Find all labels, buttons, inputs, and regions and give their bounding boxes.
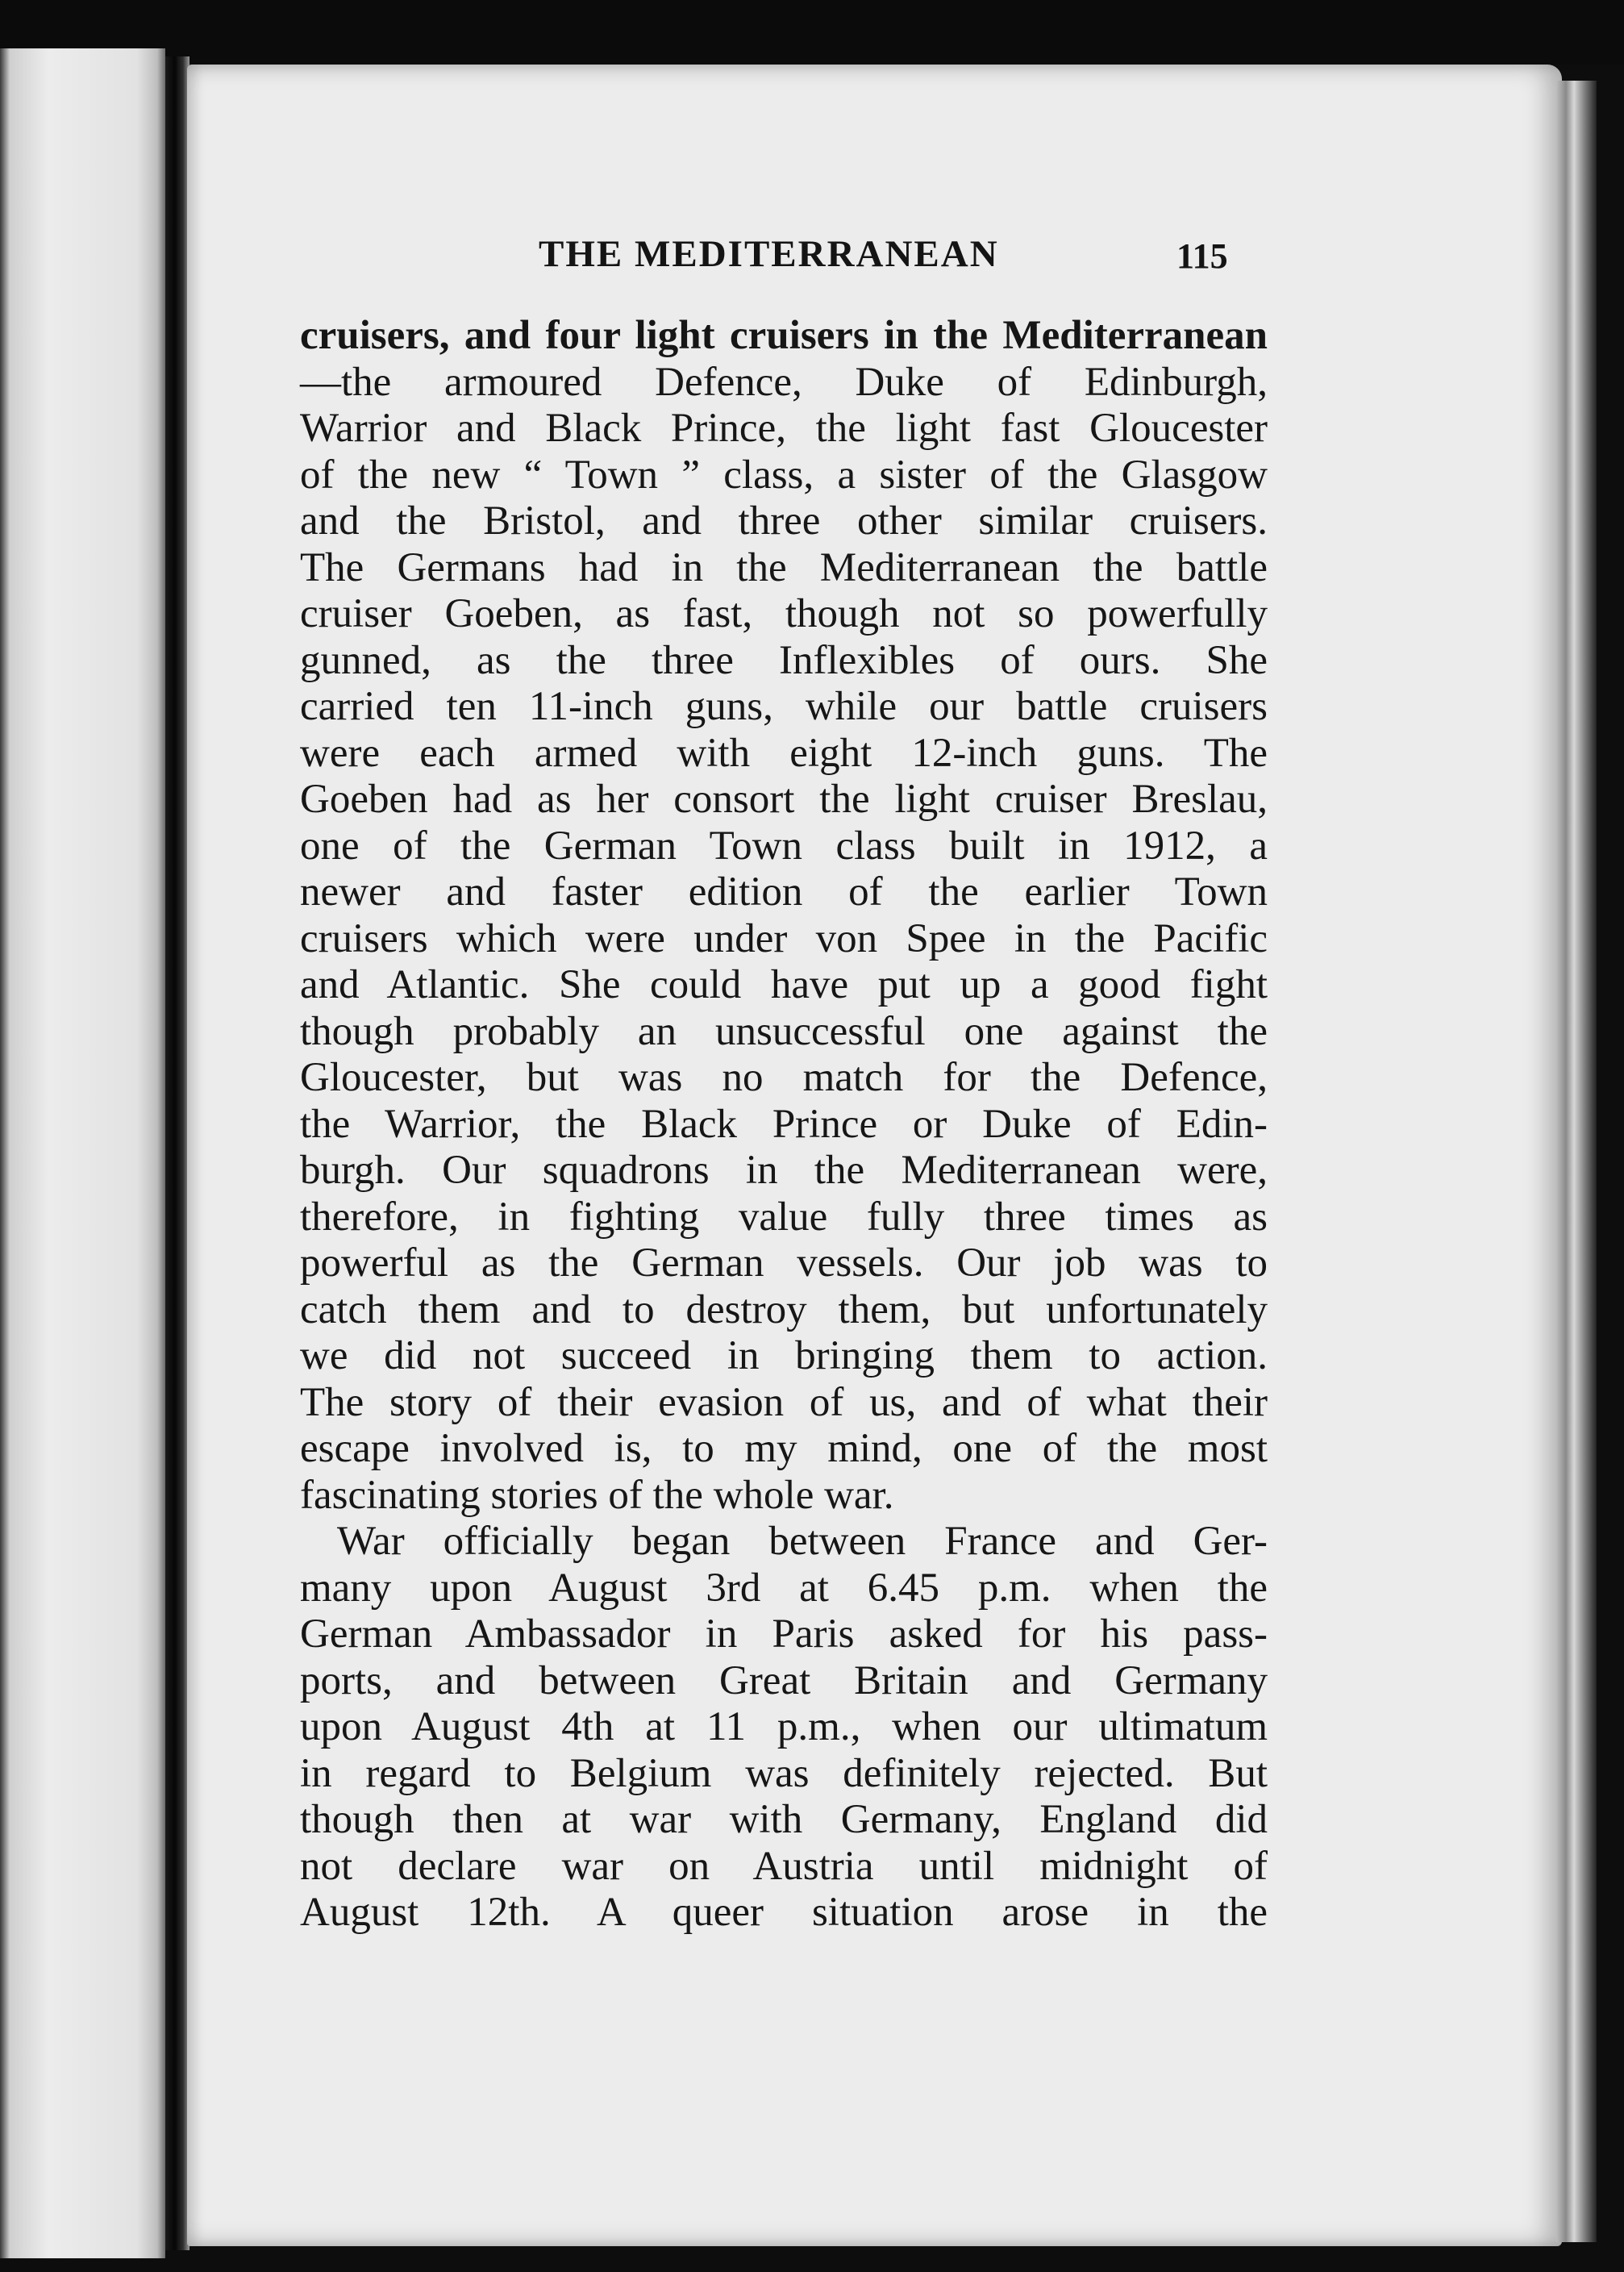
- text-line: catch them and to destroy them, but unfortunately: [300, 1286, 1268, 1332]
- book-gutter: [165, 56, 189, 2250]
- text-line: many upon August 3rd at 6.45 p.m. when the: [300, 1565, 1268, 1611]
- chapter-title: THE MEDITERRANEAN: [539, 233, 999, 275]
- text-line: The story of their evasion of us, and of what their: [300, 1379, 1268, 1425]
- text-line: though then at war with Germany, England did: [300, 1797, 1268, 1842]
- text-line: newer and faster edition of the earlier Town: [300, 869, 1268, 915]
- text-line: though probably an unsuccessful one against the: [300, 1008, 1268, 1054]
- text-line: gunned, as the three Inflexibles of ours. She: [300, 637, 1268, 683]
- text-line: burgh. Our squadrons in the Mediterranean were,: [300, 1148, 1268, 1193]
- text-line: we did not succeed in bringing them to action.: [300, 1333, 1268, 1378]
- body-text: [300, 313, 1268, 1936]
- text-line: Goeben had as her consort the light cruiser Breslau,: [300, 777, 1268, 822]
- text-line: German Ambassador in Paris asked for his pass-: [300, 1611, 1268, 1657]
- text-line: cruiser Goeben, as fast, though not so powerfully: [300, 591, 1268, 636]
- text-line: powerful as the German vessels. Our job was to: [300, 1240, 1268, 1286]
- scan-background-top: [0, 0, 1624, 65]
- text-line: ports, and between Great Britain and Germany: [300, 1657, 1268, 1703]
- text-line: cruisers which were under von Spee in the Pacific: [300, 915, 1268, 961]
- previous-page-edge: [0, 48, 165, 2258]
- text-line: escape involved is, to my mind, one of the most: [300, 1426, 1268, 1471]
- page-stack-edge: [1556, 81, 1597, 2242]
- running-head: [187, 232, 1562, 289]
- text-line: in regard to Belgium was definitely rejected. But: [300, 1750, 1268, 1796]
- text-line: were each armed with eight 12-inch guns. The: [300, 730, 1268, 776]
- text-line: and the Bristol, and three other similar cruisers.: [300, 498, 1268, 544]
- text-line: Gloucester, but was no match for the Defence,: [300, 1055, 1268, 1100]
- text-line: therefore, in fighting value fully three times as: [300, 1194, 1268, 1240]
- text-line: not declare war on Austria until midnight of: [300, 1843, 1268, 1889]
- page-number: 115: [1176, 236, 1228, 276]
- text-line: August 12th. A queer situation arose in the: [300, 1890, 1268, 1935]
- text-line: War officially began between France and Ger-: [337, 1519, 1268, 1564]
- text-line: upon August 4th at 11 p.m., when our ultimatum: [300, 1704, 1268, 1749]
- text-line: carried ten 11-inch guns, while our battle cruisers: [300, 684, 1268, 729]
- text-line: one of the German Town class built in 1912, a: [300, 823, 1268, 869]
- text-line: Warrior and Black Prince, the light fast Gloucester: [300, 406, 1268, 451]
- text-line: the Warrior, the Black Prince or Duke of Edin-: [300, 1101, 1268, 1147]
- text-line: fascinating stories of the whole war.: [300, 1472, 894, 1518]
- text-line: cruisers, and four light cruisers in the Mediterranean: [300, 313, 1268, 358]
- text-line: —the armoured Defence, Duke of Edinburgh,: [300, 359, 1268, 405]
- text-line: of the new “ Town ” class, a sister of the Glasgow: [300, 452, 1268, 498]
- text-line: and Atlantic. She could have put up a good fight: [300, 962, 1268, 1007]
- text-line: The Germans had in the Mediterranean the battle: [300, 544, 1268, 590]
